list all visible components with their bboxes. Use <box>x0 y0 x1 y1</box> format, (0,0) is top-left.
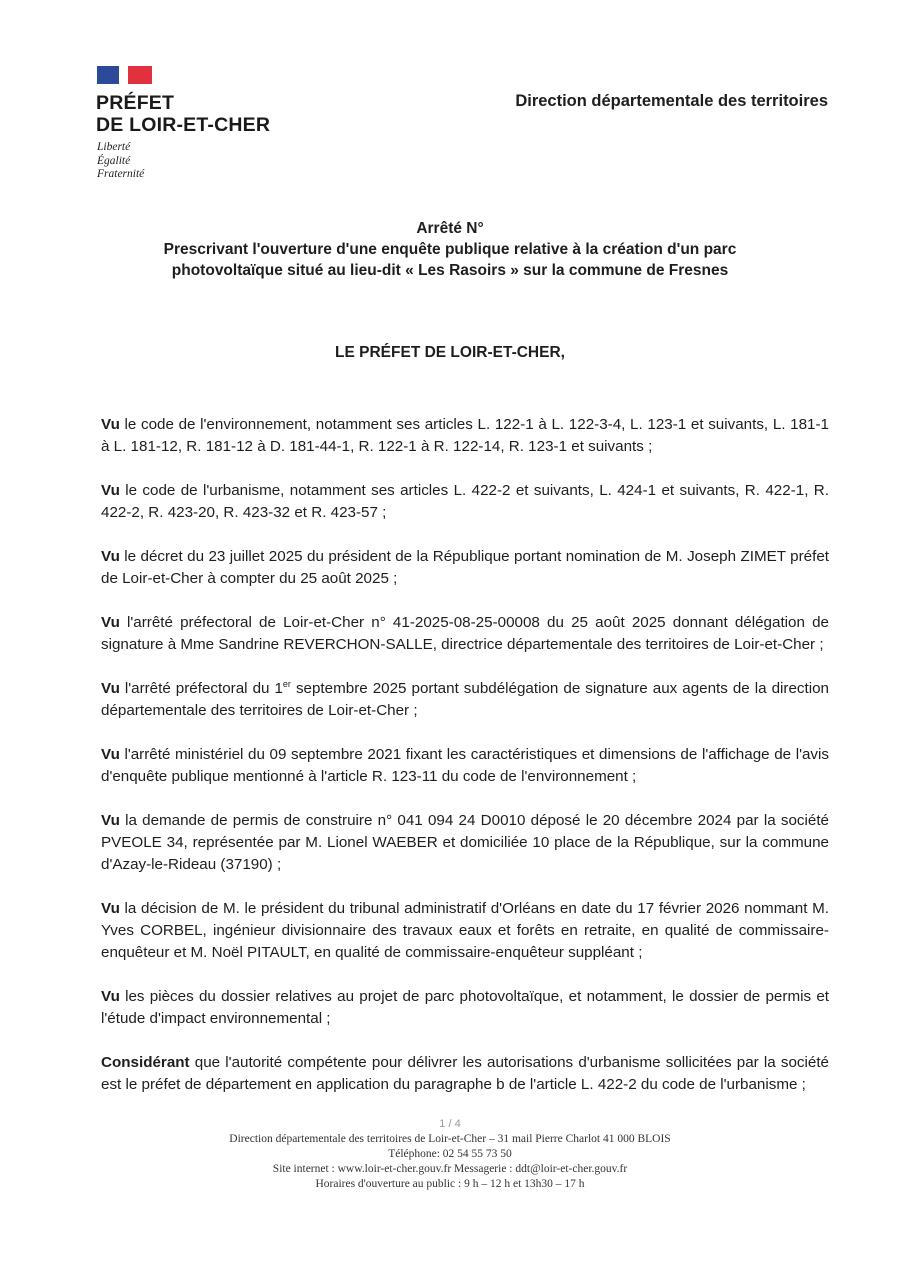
paragraph-lead: Vu <box>101 680 120 697</box>
paragraph <box>101 986 829 1030</box>
motto-liberte: Liberté <box>97 141 131 153</box>
paragraph-lead: Vu <box>101 614 120 631</box>
footer-phone: Téléphone: 02 54 55 73 50 <box>388 1148 512 1160</box>
decree-subject-line-2: photovoltaïque situé au lieu-dit « Les Rasoirs » sur la commune de Fresnes <box>171 262 729 279</box>
document-body <box>101 414 829 1118</box>
footer-address: Direction départementale des territoires de Loir-et-Cher – 31 mail Pierre Charlot 41 000 BLOIS <box>229 1133 671 1145</box>
paragraph-text: septembre 2025 portant subdélégation de signature aux agents de la direction départementale des territoires de Loir-et-Cher ; <box>101 680 829 719</box>
paragraph <box>101 678 829 722</box>
paragraph <box>101 810 829 876</box>
org-line-1: PRÉFET <box>96 92 175 114</box>
paragraph-lead: Vu <box>101 746 120 763</box>
paragraph-lead: Considérant <box>101 1054 190 1071</box>
paragraph-text: l'arrêté préfectoral de Loir-et-Cher n° 41-2025-08-25-00008 du 25 août 2025 donnant délégation de signature à Mme Sandrine REVERCHON-SALLE, directrice départementale des territoires de Loir-et-Cher ; <box>101 614 829 653</box>
paragraph-text: le décret du 23 juillet 2025 du président de la République portant nomination de M. Joseph ZIMET préfet de Loir-et-Cher à compter du 25 août 2025 ; <box>101 548 829 587</box>
decree-subject-line-1: Prescrivant l'ouverture d'une enquête publique relative à la création d'un parc <box>163 241 737 258</box>
paragraph-lead: Vu <box>101 988 120 1005</box>
org-line-2: DE LOIR-ET-CHER <box>96 114 271 136</box>
paragraph <box>101 546 829 590</box>
paragraph <box>101 1052 829 1096</box>
motto-fraternite: Fraternité <box>97 168 145 180</box>
paragraph-text: la décision de M. le président du tribunal administratif d'Orléans en date du 17 février 2026 nommant M. Yves CORBEL, ingénieur divisionnaire des travaux eaux et forêts en retraite, en qualité de commissaire-enquêteur et M. Noël PITAULT, en qualité de commissaire-enquêteur suppléant ; <box>101 900 829 961</box>
paragraph-lead: Vu <box>101 416 120 433</box>
decree-title <box>0 218 900 281</box>
paragraph-text: le code de l'environnement, notamment ses articles L. 122-1 à L. 122-3-4, L. 123-1 et suivants, L. 181-1 à L. 181-12, R. 181-12 à D. 181-44-1, R. 122-1 à R. 122-14, R. 123-1 et suivants ; <box>101 416 829 455</box>
paragraph-text: l'arrêté préfectoral du 1 <box>119 680 283 697</box>
paragraph-text: la demande de permis de construire n° 041 094 24 D0010 déposé le 20 décembre 2024 par la société PVEOLE 34, représentée par M. Lionel WAEBER et domiciliée 10 place de la République, sur la commune d'Azay-le-Rideau (37190) ; <box>101 812 829 873</box>
paragraph-text: que l'autorité compétente pour délivrer les autorisations d'urbanisme sollicitées par la société est le préfet de département en application du paragraphe b de l'article L. 422-2 du code de l'urbanisme ; <box>101 1054 829 1093</box>
page-number: 1 / 4 <box>439 1118 461 1130</box>
paragraph-lead: Vu <box>101 482 120 499</box>
paragraph-text: les pièces du dossier relatives au projet de parc photovoltaïque, et notamment, le dossier de permis et l'étude d'impact environnemental ; <box>101 988 829 1027</box>
department-name: Direction départementale des territoires <box>515 92 828 110</box>
paragraph-lead: Vu <box>101 548 120 565</box>
paragraph <box>101 744 829 788</box>
paragraph <box>101 898 829 964</box>
paragraph-lead: Vu <box>101 900 120 917</box>
ordinal-superscript: er <box>282 678 291 689</box>
decree-number: Arrêté N° <box>416 220 484 237</box>
marianne-flag-logo <box>97 66 152 84</box>
paragraph <box>101 612 829 656</box>
authority-heading: LE PRÉFET DE LOIR-ET-CHER, <box>335 344 565 361</box>
paragraph-lead: Vu <box>101 812 120 829</box>
page-footer <box>0 1117 900 1192</box>
republic-motto <box>97 141 144 182</box>
paragraph <box>101 480 829 524</box>
footer-hours: Horaires d'ouverture au public : 9 h – 12 h et 13h30 – 17 h <box>315 1178 585 1190</box>
paragraph-text: le code de l'urbanisme, notamment ses articles L. 422-2 et suivants, L. 424-1 et suivants, R. 422-1, R. 422-2, R. 423-20, R. 423-32 et R. 423-57 ; <box>101 482 829 521</box>
footer-web-email: Site internet : www.loir-et-cher.gouv.fr Messagerie : ddt@loir-et-cher.gouv.fr <box>272 1163 628 1175</box>
motto-egalite: Égalité <box>97 154 131 167</box>
paragraph <box>101 414 829 458</box>
prefecture-name <box>96 92 270 136</box>
paragraph-text: l'arrêté ministériel du 09 septembre 2021 fixant les caractéristiques et dimensions de l'affichage de l'avis d'enquête publique mentionné à l'article R. 123-11 du code de l'environnement ; <box>101 746 829 785</box>
